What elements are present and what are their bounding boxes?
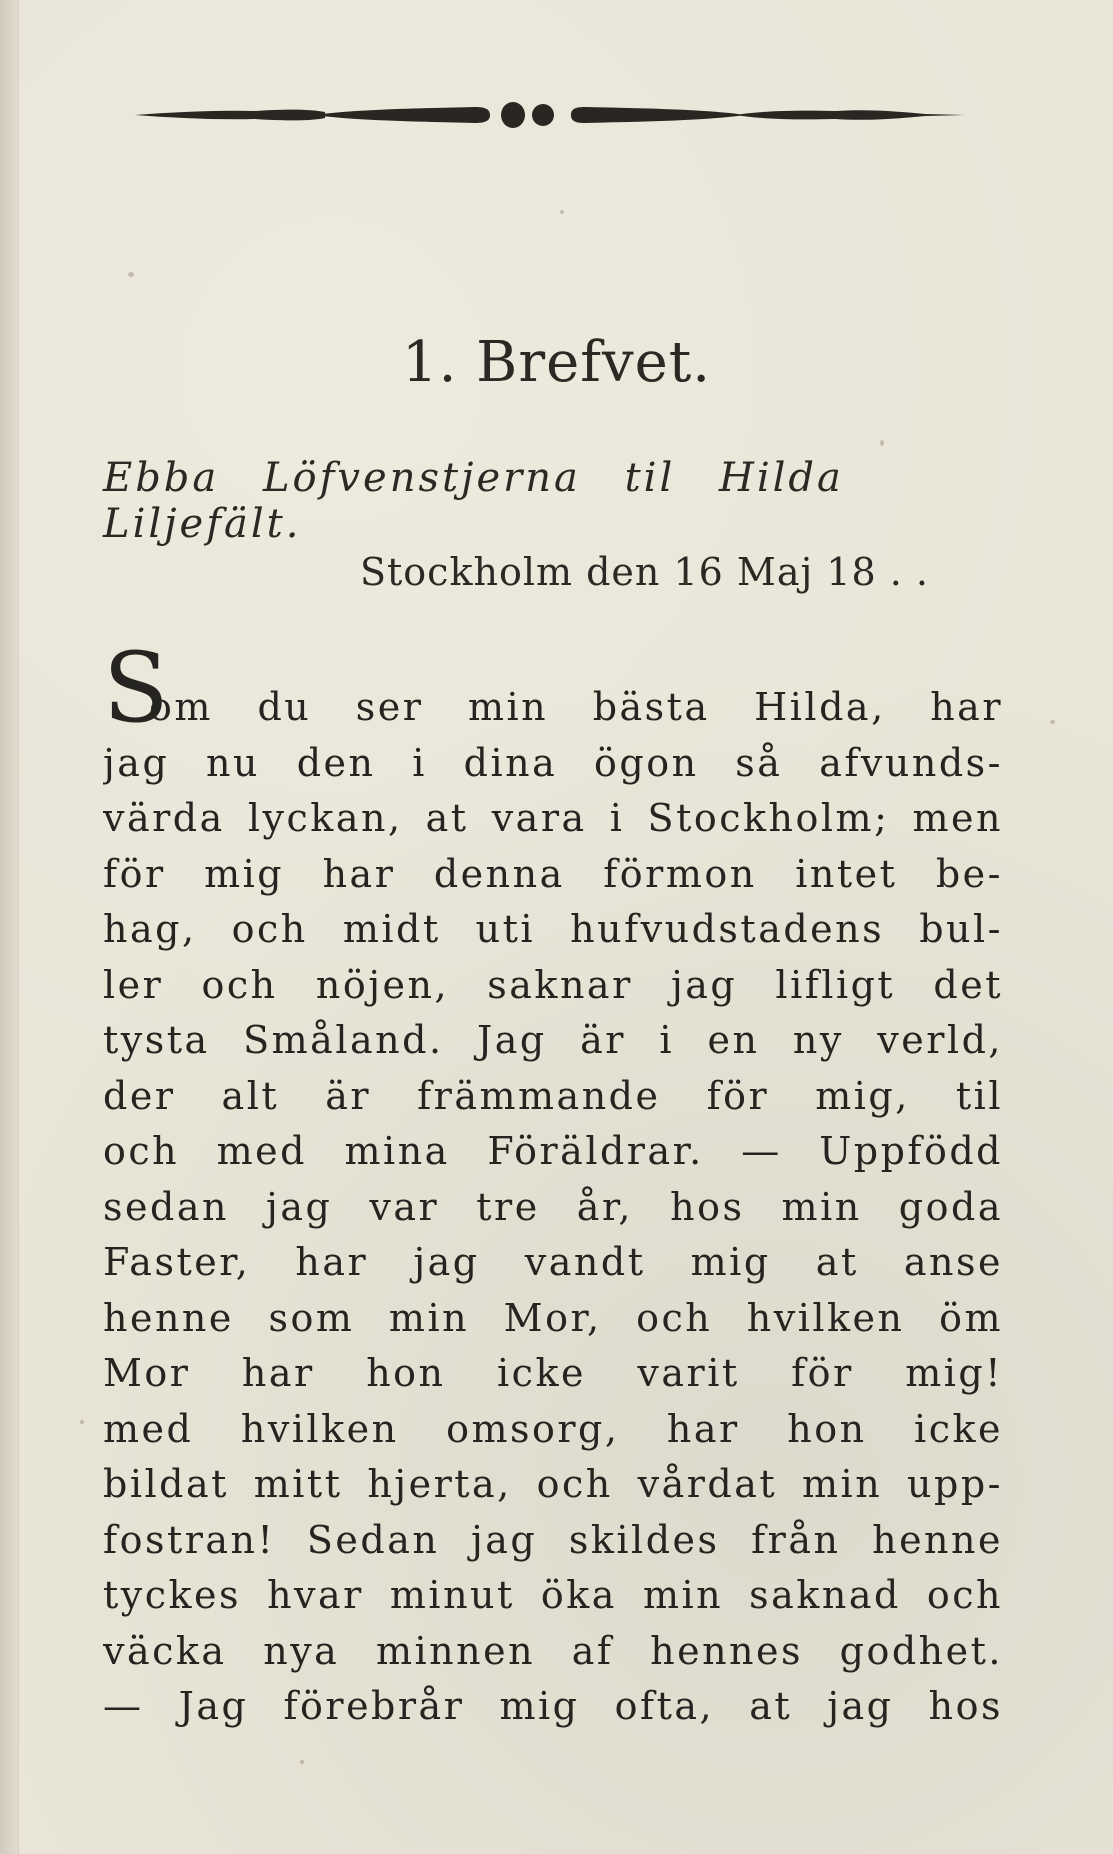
paper-speck: [560, 210, 564, 214]
letter-body: [103, 680, 1003, 1735]
text-line: fostran! Sedan jag skildes från henne: [103, 1517, 1003, 1562]
text-line: med hvilken omsorg, har hon icke: [103, 1406, 1003, 1451]
text-line: Mor har hon icke varit för mig!: [103, 1351, 1003, 1395]
paper-speck: [880, 440, 884, 446]
drop-cap: S: [103, 632, 169, 744]
text-line: värda lyckan, at vara i Stockholm; men: [103, 796, 1003, 840]
text-line: jag nu den i dina ögon så afvunds-: [103, 740, 1003, 785]
text-line: henne som min Mor, och hvilken öm: [103, 1295, 1003, 1340]
paper-speck: [683, 580, 688, 585]
text-line: för mig har denna förmon intet be-: [103, 851, 1003, 896]
text-line: hag, och midt uti hufvudstadens bul-: [103, 907, 1003, 951]
page-gutter: [0, 0, 19, 1854]
paper-speck: [128, 272, 134, 277]
text-line: ler och nöjen, saknar jag lifligt det: [103, 962, 1003, 1007]
text-line: bildat mitt hjerta, och vårdat min upp-: [103, 1462, 1003, 1506]
letter-byline: Ebba Löfvenstjerna til Hilda Liljefält.: [103, 455, 844, 547]
paper-speck: [300, 1760, 304, 1764]
letter-title: 1. Brefvet.: [401, 330, 712, 395]
text-line: sedan jag var tre år, hos min goda: [103, 1184, 1003, 1229]
text-line: — Jag förebrår mig ofta, at jag hos: [103, 1684, 1003, 1728]
paper-speck: [1050, 720, 1055, 724]
text-line: tyckes hvar minut öka min saknad och: [103, 1573, 1003, 1617]
printers-rule-ornament-icon: [135, 95, 965, 135]
text-line: om du ser min bästa Hilda, har: [149, 685, 1003, 729]
text-line: väcka nya minnen af hennes godhet.: [103, 1628, 1003, 1673]
text-line: Faster, har jag vandt mig at anse: [103, 1240, 1003, 1284]
paper-speck: [990, 1700, 995, 1705]
letter-dateline: Stockholm den 16 Maj 18 . .: [360, 550, 930, 594]
text-line: der alt är främmande för mig, til: [103, 1073, 1003, 1118]
text-line: och med mina Föräldrar. — Uppfödd: [103, 1129, 1003, 1173]
paper-speck: [80, 1420, 84, 1424]
text-line: tysta Småland. Jag är i en ny verld,: [103, 1018, 1003, 1062]
